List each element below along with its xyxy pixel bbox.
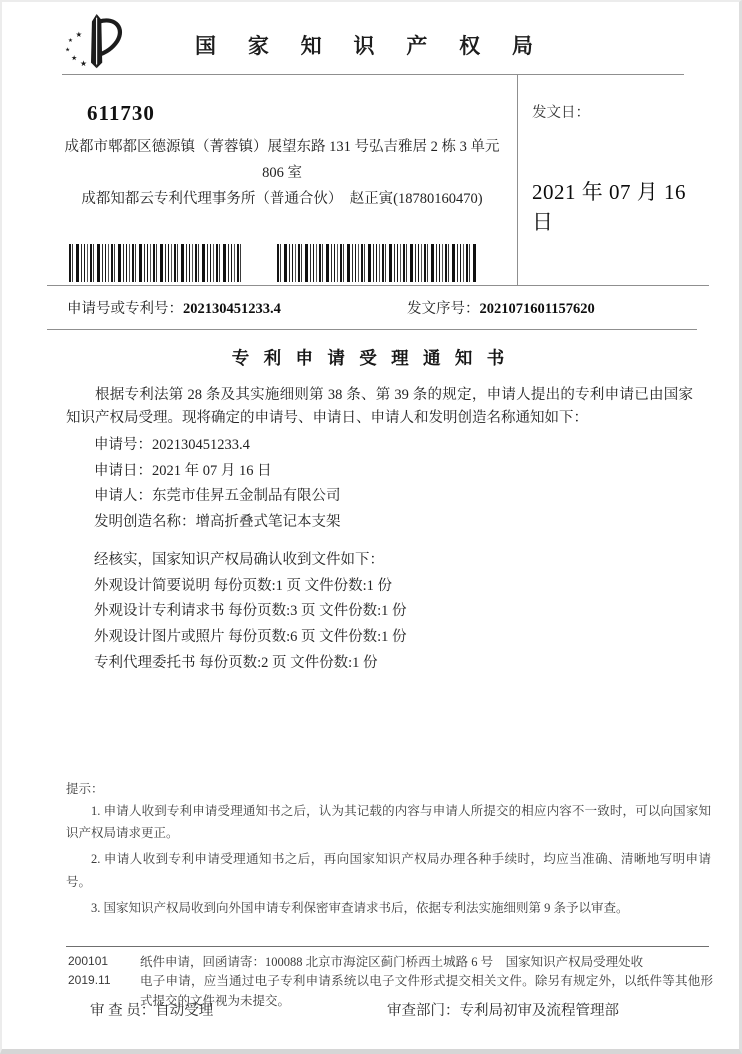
reference-row (67, 286, 709, 329)
tip-item-1: 1. 申请人收到专利申请受理通知书之后，认为其记载的内容与申请人所提交的相应内容不一致时，可以向国家知识产权局请求更正。 (66, 803, 711, 841)
issue-date-value: 2021 年 07 月 16 日 (532, 180, 686, 234)
application-number (67, 297, 407, 318)
received-documents-header: 经核实，国家知识产权局确认收到文件如下： (94, 551, 384, 568)
postal-code: 611730 (87, 101, 155, 125)
cnipa-logo-icon (58, 14, 124, 72)
mailing-box (47, 75, 709, 285)
field-value: 2021 年 07 月 16 日 (152, 462, 272, 479)
serial-number-label: 发文序号： (407, 301, 480, 317)
agent-line: 成都知都云专利代理事务所（普通合伙） 赵正寅(18780160470) (81, 191, 483, 208)
received-document-item: 外观设计图片或照片 每份页数:6 页 文件份数:1 份 (94, 629, 407, 646)
electronic-filing-note: 电子申请，应当通过电子专利申请系统以电子文件形式提交相关文件。除另有规定外，以纸件等其他形式提交的文件视为未提交。 (140, 974, 713, 1008)
paper-filing-note: 纸件申请，回函请寄：100088 北京市海淀区蓟门桥西土城路 6 号 国家知识产权局受理处收 (140, 954, 644, 969)
field-label: 发明创造名称： (94, 514, 196, 531)
document-header (2, 2, 739, 74)
form-code: 200101 (68, 953, 109, 968)
agency-title: 国 家 知 识 产 权 局 (194, 35, 546, 58)
field-label: 申请日： (94, 462, 152, 479)
footer-row-electronic (68, 972, 713, 1011)
received-document-item: 外观设计专利请求书 每份页数:3 页 文件份数:1 份 (94, 603, 407, 620)
address-line-2: 806 室 (262, 165, 302, 182)
department-value: 专利局初审及流程管理部 (459, 1003, 619, 1020)
notice-intro: 根据专利法第 28 条及其实施细则第 38 条、第 39 条的规定，申请人提出的专利申请已由国家知识产权局受理。现将确定的申请号、申请日、申请人和发明创造名称通知如下： (66, 387, 693, 427)
notice-title: 专 利 申 请 受 理 通 知 书 (231, 348, 510, 368)
serial-number-value: 2021071601157620 (479, 301, 595, 317)
field-application-no (94, 435, 699, 457)
tip-item-3: 3. 国家知识产权局收到向外国申请专利保密审查请求书后，依据专利法实施细则第 9 条予以审查。 (91, 900, 629, 915)
barcode-left (69, 244, 241, 282)
field-value: 202130451233.4 (152, 436, 250, 453)
field-filing-date (94, 461, 699, 483)
department-label: 审查部门： (387, 1003, 460, 1020)
field-invention-title (94, 512, 699, 534)
mailing-address-panel (47, 75, 518, 285)
received-document-item: 专利代理委托书 每份页数:2 页 文件份数:1 份 (94, 654, 378, 671)
field-label: 申请号： (94, 436, 152, 453)
issue-date-label: 发文日： (532, 105, 590, 121)
document-footer (2, 946, 739, 1011)
notice-fields (94, 435, 699, 675)
application-number-value: 202130451233.4 (183, 301, 281, 317)
examiner-label: 审 查 员： (90, 1003, 156, 1020)
issue-date-panel (518, 75, 709, 285)
barcode-right (277, 244, 477, 282)
tips-label: 提示： (66, 781, 104, 796)
field-value: 增高折叠式笔记本支架 (195, 514, 341, 531)
tips-section (66, 779, 711, 920)
application-number-label: 申请号或专利号： (67, 301, 183, 317)
received-document-item: 外观设计简要说明 每份页数:1 页 文件份数:1 份 (94, 577, 393, 594)
field-value: 东莞市佳昇五金制品有限公司 (152, 488, 341, 505)
field-label: 申请人： (94, 488, 152, 505)
tip-item-2: 2. 申请人收到专利申请受理通知书之后，再向国家知识产权局办理各种手续时，均应当准确、清晰地写明申请号。 (66, 852, 711, 889)
field-applicant (94, 486, 699, 508)
form-revision: 2019.11 (68, 973, 111, 988)
examiner-value: 自动受理 (155, 1003, 214, 1020)
footer-row-paper (68, 953, 713, 972)
serial-number (407, 297, 595, 318)
barcode-group (69, 244, 517, 282)
address-line-1: 成都市郫都区德源镇（菁蓉镇）展望东路 131 号弘吉雅居 2 栋 3 单元 (64, 139, 500, 155)
footer-divider (66, 946, 709, 947)
reference-bottom-divider (47, 329, 697, 330)
